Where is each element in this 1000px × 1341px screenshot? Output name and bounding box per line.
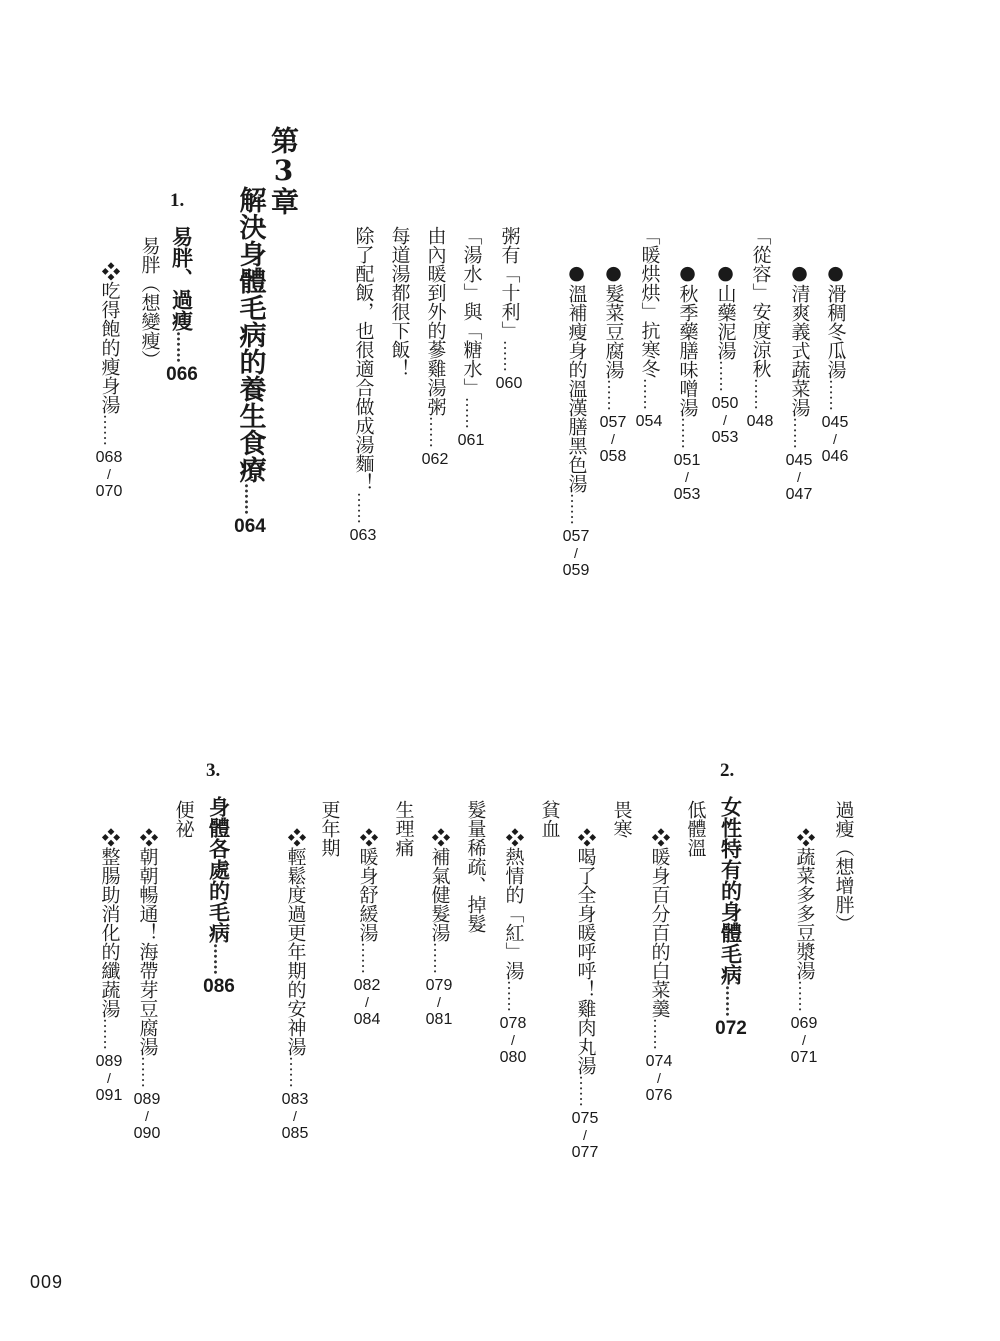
page-range: 045 / 047 [785,452,813,503]
toc-entry-title: 「湯水」與「糖水」 [460,226,483,397]
subsection-label: 髮量稀疏、掉髮 [464,800,487,933]
toc-entry-title: ❖暖身舒緩湯 [356,828,379,942]
page-number: 066 [166,364,198,385]
leader-dots: …… [650,1018,669,1050]
leader-dots: …… [567,493,586,525]
page-range: 082 / 084 [353,977,381,1028]
leader-dots: …… [722,985,741,1017]
leader-dots: …… [241,483,260,515]
leader-dots: …… [210,943,229,975]
section-number: 2. [720,760,735,781]
leader-dots: …… [640,378,659,410]
page-number: 063 [349,527,377,544]
toc-entry-title: 除了配飯，也很適合做成湯麵！ [352,226,375,492]
page-range: 083 / 085 [281,1091,309,1142]
toc-entry-title: ●溫補瘦身的溫漢膳黑色湯 [565,262,588,493]
toc-entry-title: ●山藥泥湯 [714,262,737,360]
leader-dots: …… [751,378,770,410]
toc-entry-title: ❖熱情的「紅」湯 [502,828,525,980]
toc-entry [634,226,664,430]
section-title: 女性特有的身體毛病 …… 072 [715,796,747,1039]
toc-entry [789,828,819,1066]
page-range: 051 / 053 [673,452,701,503]
toc-entry [745,226,775,430]
subsection-label: 低體溫 [684,800,707,857]
toc-entry [561,262,591,579]
leader-dots: …… [500,340,519,372]
page-range: 089 / 090 [133,1091,161,1142]
toc-entry [420,226,450,468]
page-number: 048 [746,413,774,430]
page-range: 078 / 080 [499,1015,527,1066]
toc-entry [498,828,528,1066]
subsection-label: 易胖（想變瘦） [138,236,161,369]
toc-entry [94,828,124,1104]
subsection-label: 便祕 [172,800,195,838]
leader-dots: …… [504,980,523,1012]
leader-dots: …… [716,360,735,392]
subsection-label: 過瘦（想增胖） [832,800,855,933]
toc-entry-title: ❖補氣健髮湯 [428,828,451,942]
page-number: 072 [715,1018,747,1039]
subsection-label: 生理痛 [392,800,415,857]
chapter-title: 解決身體毛病的養生食療 …… 064 [234,186,266,537]
page-number: 054 [635,413,663,430]
page-range: 045 / 046 [821,414,849,465]
page-range: 069 / 071 [790,1015,818,1066]
toc-entry [710,262,740,446]
page-range: 089 / 091 [95,1053,123,1104]
toc-entry-title: ●清爽義式蔬菜湯 [788,262,811,417]
toc-entry-title: ❖喝了全身暖呼呼！雞肉丸湯 [574,828,597,1075]
toc-entry [94,262,124,500]
subsection-label: 貧血 [538,800,561,838]
page-range: 074 / 076 [645,1053,673,1104]
subsection-label: 更年期 [318,800,341,857]
toc-entry-title: ❖整腸助消化的纖蔬湯 [98,828,121,1018]
page-range: 075 / 077 [571,1110,599,1161]
leader-dots: …… [795,980,814,1012]
leader-dots: …… [790,417,809,449]
toc-entry [570,828,600,1161]
toc-entry [352,828,382,1028]
page-number: 060 [495,375,523,392]
leader-dots: …… [138,1056,157,1088]
toc-entry [598,262,628,465]
leader-dots: …… [430,942,449,974]
leader-dots: …… [358,942,377,974]
toc-entry-title: ❖朝朝暢通！海帶芽豆腐湯 [136,828,159,1056]
leader-dots: …… [426,416,445,448]
page-range: 057 / 058 [599,414,627,465]
leader-dots: …… [678,417,697,449]
toc-entry [672,262,702,503]
toc-entry [644,828,674,1104]
leader-dots: …… [604,379,623,411]
toc-entry-title: ●髮菜豆腐湯 [602,262,625,379]
toc-entry-title: ❖蔬菜多多豆漿湯 [793,828,816,980]
toc-entry [456,226,486,449]
page-number: 061 [457,432,485,449]
page-range: 057 / 059 [562,528,590,579]
page-folio: 009 [30,1272,64,1292]
toc-entry-title: 每道湯都很下飯！ [388,226,411,378]
leader-dots: …… [826,379,845,411]
toc-entry [494,226,524,392]
leader-dots: …… [576,1075,595,1107]
leader-dots: …… [462,397,481,429]
section-number: 1. [170,190,185,211]
toc-entry [784,262,814,503]
toc-entry-title: ❖輕鬆度過更年期的安神湯 [284,828,307,1056]
leader-dots: …… [100,1018,119,1050]
toc-entry-title: 「從容」安度涼秋 [749,226,772,378]
leader-dots: …… [286,1056,305,1088]
page-range: 079 / 081 [425,977,453,1028]
toc-entry-title: 「暖烘烘」抗寒冬 [638,226,661,378]
toc-entry-title: ❖暖身百分百的白菜羹 [648,828,671,1018]
toc-entry-title: ●秋季藥膳味噌湯 [676,262,699,417]
page-number: 062 [421,451,449,468]
section-number: 3. [206,760,221,781]
leader-dots: …… [354,492,373,524]
toc-entry [820,262,850,465]
toc-entry-title: ●滑稠冬瓜湯 [824,262,847,379]
leader-dots: …… [173,331,192,363]
page-range: 050 / 053 [711,395,739,446]
section-title: 身體各處的毛病 …… 086 [203,796,235,997]
toc-entry [348,226,378,544]
toc-entry-title: 由內暖到外的蔘雞湯粥 [424,226,447,416]
leader-dots: …… [100,414,119,446]
section-title: 易胖、過瘦 …… 066 [166,226,198,385]
toc-entry [384,226,414,378]
page-number: 086 [203,976,235,997]
toc-entry [424,828,454,1028]
chapter-label: 第3章 [267,126,300,215]
page-range: 068 / 070 [95,449,123,500]
toc-entry-title: 粥有「十利」 [498,226,521,340]
toc-entry [132,828,162,1142]
toc-entry-title: ❖吃得飽的瘦身湯 [98,262,121,414]
toc-entry [280,828,310,1142]
page-number: 064 [234,516,266,537]
subsection-label: 畏寒 [610,800,633,838]
